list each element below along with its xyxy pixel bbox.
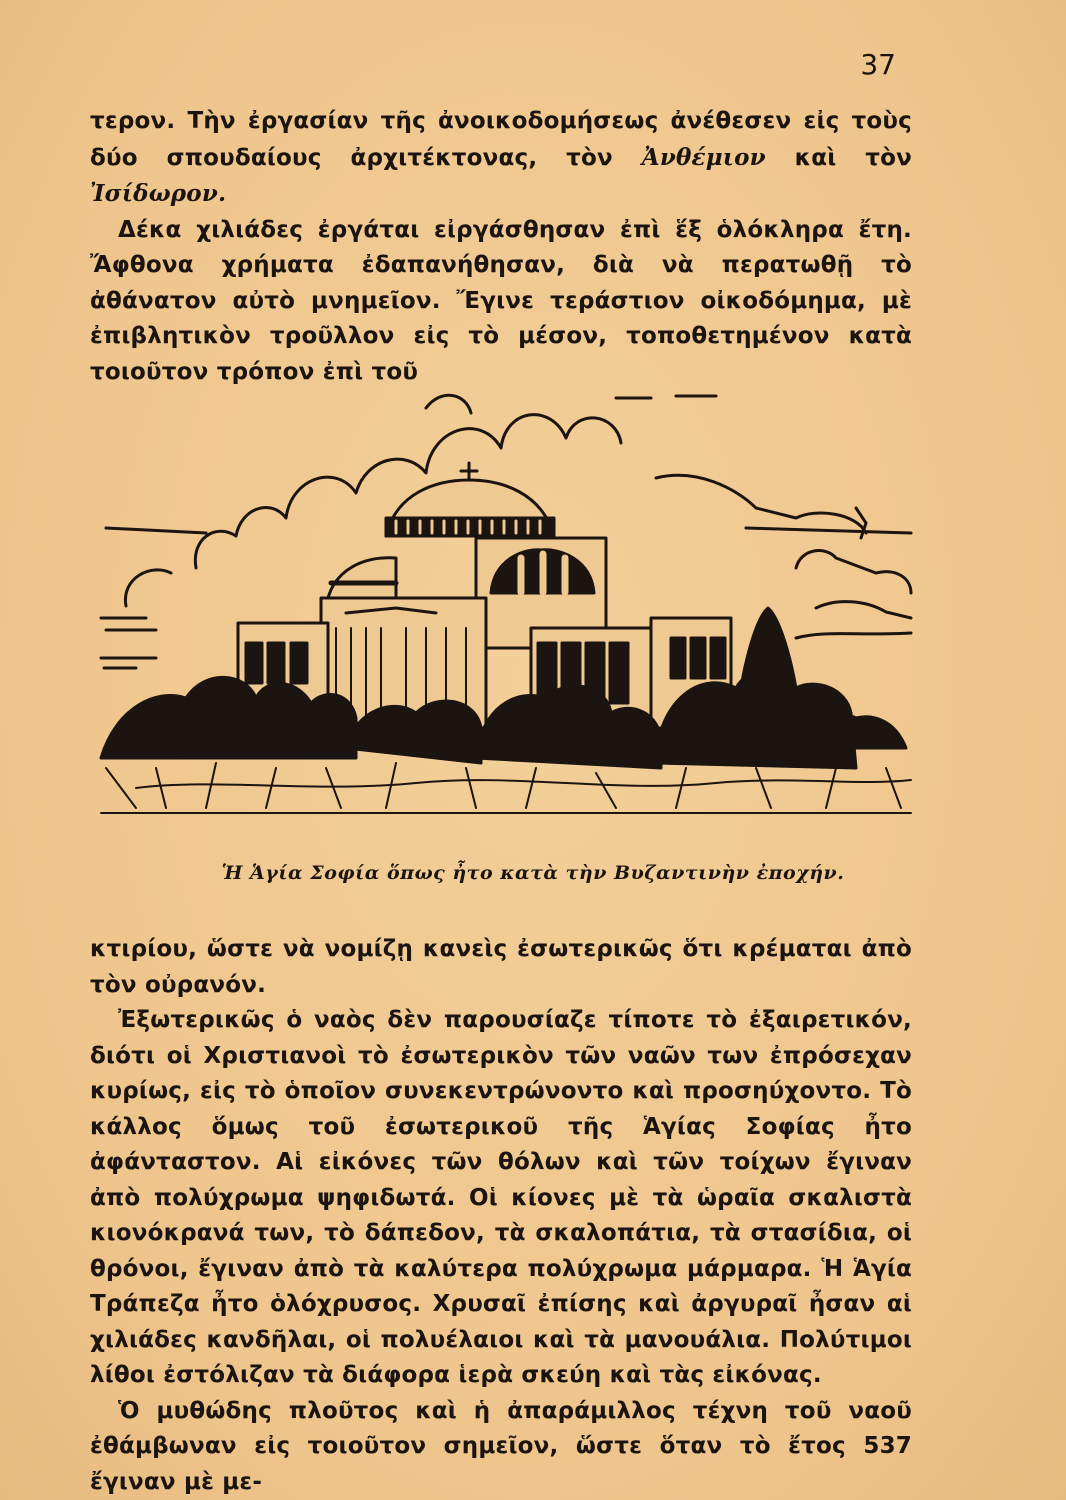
text-run: τερον. Τὴν ἐργασίαν τῆς ἀνοικοδομήσεως ἀνέθεσεν εἰς τοὺς δύο σπουδαίους ἀρχιτέκτονας, τὸν [90, 108, 912, 171]
paragraph: Ὁ μυθώδης πλοῦτος καὶ ἡ ἀπαράμιλλος τέχνη τοῦ ναοῦ ἐθάμβωναν εἰς τοιοῦτον σημεῖον, ὥστε ὅταν τὸ ἔτος 537 ἔγιναν μὲ με- [90, 1397, 912, 1495]
paragraph: Ἐξωτερικῶς ὁ ναὸς δὲν παρουσίαζε τίποτε τὸ ἐξαιρετικόν, διότι οἱ Χριστιανοὶ τὸ ἐσωτερικὸν τῶν ναῶν των ἐπρόσεχαν κυρίως, εἰς τὸ ὁποῖον συνεκεντρώνοντο καὶ προσηύχοντο. Τὸ κάλλος ὅμως τοῦ ἐσωτερικοῦ τῆς Ἁγίας Σοφίας ἦτο ἀφάνταστον. Αἱ εἰκόνες τῶν θόλων καὶ τῶν τοίχων ἔγιναν ἀπὸ πολύχρωμα ψηφιδωτά. Οἱ κίονες μὲ τὰ ὡραῖα σκαλιστὰ κιονόκρανά των, τὸ δάπεδον, τὰ σκαλοπάτια, τὰ στασίδια, οἱ θρόνοι, ἔγιναν ἀπὸ τὰ καλύτερα πολύχρωμα μάρμαρα. Ἡ Ἁγία Τράπεζα ἦτο ὁλόχρυσος. Χρυσαῖ ἐπίσης καὶ ἀργυραῖ ἦσαν αἱ χιλιάδες κανδῆλαι, οἱ πολυέλαιοι καὶ τὰ μανουάλια. Πολύτιμοι λίθοι ἐστόλιζαν τὰ διάφορα ἱερὰ σκεύη καὶ τὰς εἰκόνας. [90, 1007, 912, 1388]
architect-name-isidorus: Ἰσίδωρον. [90, 180, 227, 207]
text-run: καὶ τὸν [765, 144, 912, 171]
paragraph: Δέκα χιλιάδες ἐργάται εἰργάσθησαν ἐπὶ ἕξ ὁλόκληρα ἔτη. Ἄφθονα χρήματα ἐδαπανήθησαν, διὰ νὰ περατωθῇ τὸ ἀθάνατον αὐτὸ μνημεῖον. Ἔγινε τεράστιον οἰκοδόμημα, μὲ ἐπιβλητικὸν τροῦλλον εἰς τὸ μέσον, τοποθετημένον κατὰ τοιοῦτον τρόπον ἐπὶ τοῦ [90, 216, 912, 385]
paragraph [90, 104, 912, 213]
ground-drawing [101, 763, 911, 813]
page-number: 37 [860, 48, 896, 81]
architect-name-anthemius: Ἀνθέμιον [641, 143, 766, 171]
bottom-text-block [90, 932, 912, 1500]
figure-caption: Ἡ Ἁγία Σοφία ὅπως ἦτο κατὰ τὴν Βυζαντινὴν ἐποχήν. [221, 862, 845, 884]
hagia-sophia-illustration [96, 368, 916, 828]
top-text-block [90, 104, 912, 390]
church-drawing [238, 463, 731, 738]
paragraph: κτιρίου, ὥστε νὰ νομίζῃ κανεὶς ἐσωτερικῶς ὅτι κρέμαται ἀπὸ τὸν οὐρανόν. [90, 936, 912, 998]
